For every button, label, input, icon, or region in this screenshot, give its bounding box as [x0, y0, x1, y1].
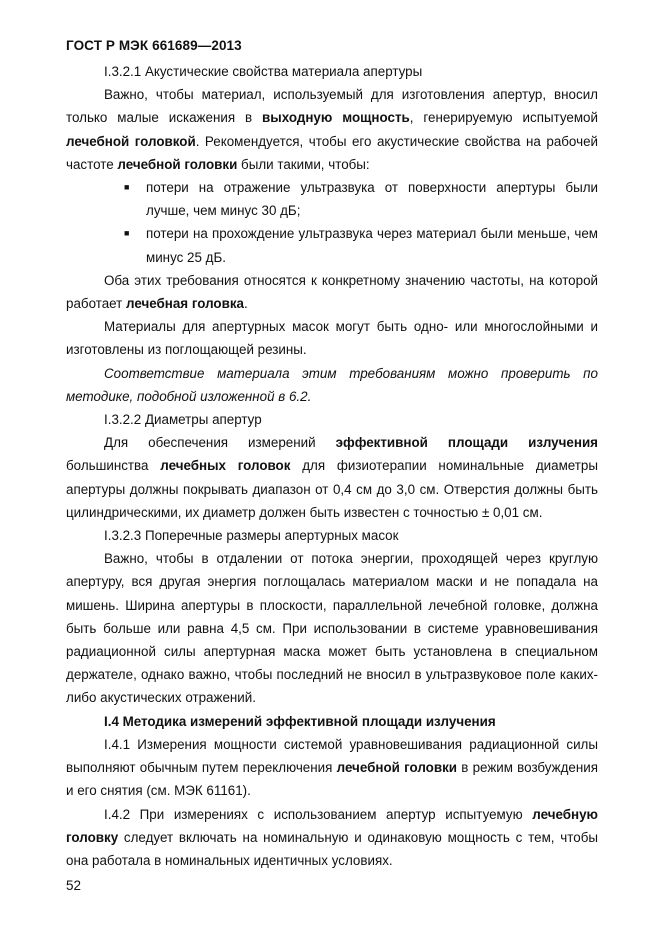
paragraph-i4-2: I.4.2 При измерениях с использованием апертур испытуемую лечебную головку следует включать на номинальную и одинаковую мощность с тем, чтобы она работала в номинальных идентичных условиях.	[66, 806, 598, 868]
subsection-heading-i3-2-2: I.3.2.2 Диаметры апертур	[104, 412, 262, 428]
term-treatment-head: лечебная головка	[126, 296, 244, 312]
term-treatment-head: лечебной головкой	[66, 133, 196, 149]
list-item: ■ потери на прохождение ультразвука через материал были меньше, чем минус 25 дБ.	[146, 222, 598, 268]
paragraph-mask-materials: Материалы для апертурных масок могут быть одно- или многослойными и изготовлены из поглощающей резины.	[66, 319, 598, 358]
paragraph-frequency: Оба этих требования относятся к конкретному значению частоты, на которой работает лечебная головка.	[66, 272, 598, 312]
bullet-icon: ■	[124, 182, 130, 193]
paragraph-compliance-note: Соответствие материала этим требованиям можно проверить по методике, подобной изложенной в 6.2.	[66, 365, 598, 404]
term-effective-radiating-area: эффективной площади излучения	[335, 435, 598, 451]
paragraph-i4-1: I.4.1 Измерения мощности системой уравновешивания радиационной силы выполняют обычным путем переключения лечебной головки в режим возбуждения и его снятия (см. МЭК 61161).	[66, 736, 598, 799]
bullet-icon: ■	[124, 228, 130, 239]
term-treatment-head: лечебной головки	[336, 760, 458, 776]
paragraph-aperture-diameters: Для обеспечения измерений эффективной площади излучения большинства лечебных головок для физиотерапии номинальные диаметры апертуры должны покрывать диапазон от 0,4 см до 3,0 см. Отверстия должны быть цилиндрическими, их диаметр должен быть известен с точностью ± 0,01 см.	[66, 435, 598, 520]
section-heading-i4: I.4 Методика измерений эффективной площади излучения	[104, 713, 496, 729]
term-treatment-head: лечебной головки	[117, 156, 238, 172]
subsection-heading-i3-2-3: I.3.2.3 Поперечные размеры апертурных масок	[104, 528, 399, 544]
document-header: ГОСТ Р МЭК 661689—2013	[66, 38, 242, 53]
subsection-heading-i3-2-1: I.3.2.1 Акустические свойства материала апертуры	[104, 64, 423, 79]
list-item: ■ потери на отражение ультразвука от поверхности апертуры были лучше, чем минус 30 дБ;	[146, 176, 598, 222]
document-body	[66, 60, 598, 872]
paragraph-mask-dimensions: Важно, чтобы в отдалении от потока энергии, проходящей через круглую апертуру, вся другая энергия поглощалась материалом маски и не попадала на мишень. Ширина апертуры в плоскости, параллельной лечебной головке, должна быть больше или равна 4,5 см. При использовании в системе уравновешивания радиационной силы апертурная маска может быть установлена в специальном держателе, однако важно, чтобы последний не вносил в ультразвуковое поле каких-либо акустических отражений.	[66, 551, 598, 706]
page-number: 52	[66, 878, 82, 893]
paragraph-aperture-material: Важно, чтобы материал, используемый для изготовления апертур, вносил только малые искажения в выходную мощность, генерируемую испытуемой лечебной головкой. Рекомендуется, чтобы его акустические свойства на рабочей частоте лечебной головки были такими, чтобы:	[66, 87, 598, 172]
term-output-power: выходную мощность	[262, 110, 410, 126]
term-treatment-heads: лечебных головок	[160, 458, 291, 474]
term-treatment-head: лечебную головку	[66, 806, 598, 845]
requirements-list	[66, 176, 598, 269]
